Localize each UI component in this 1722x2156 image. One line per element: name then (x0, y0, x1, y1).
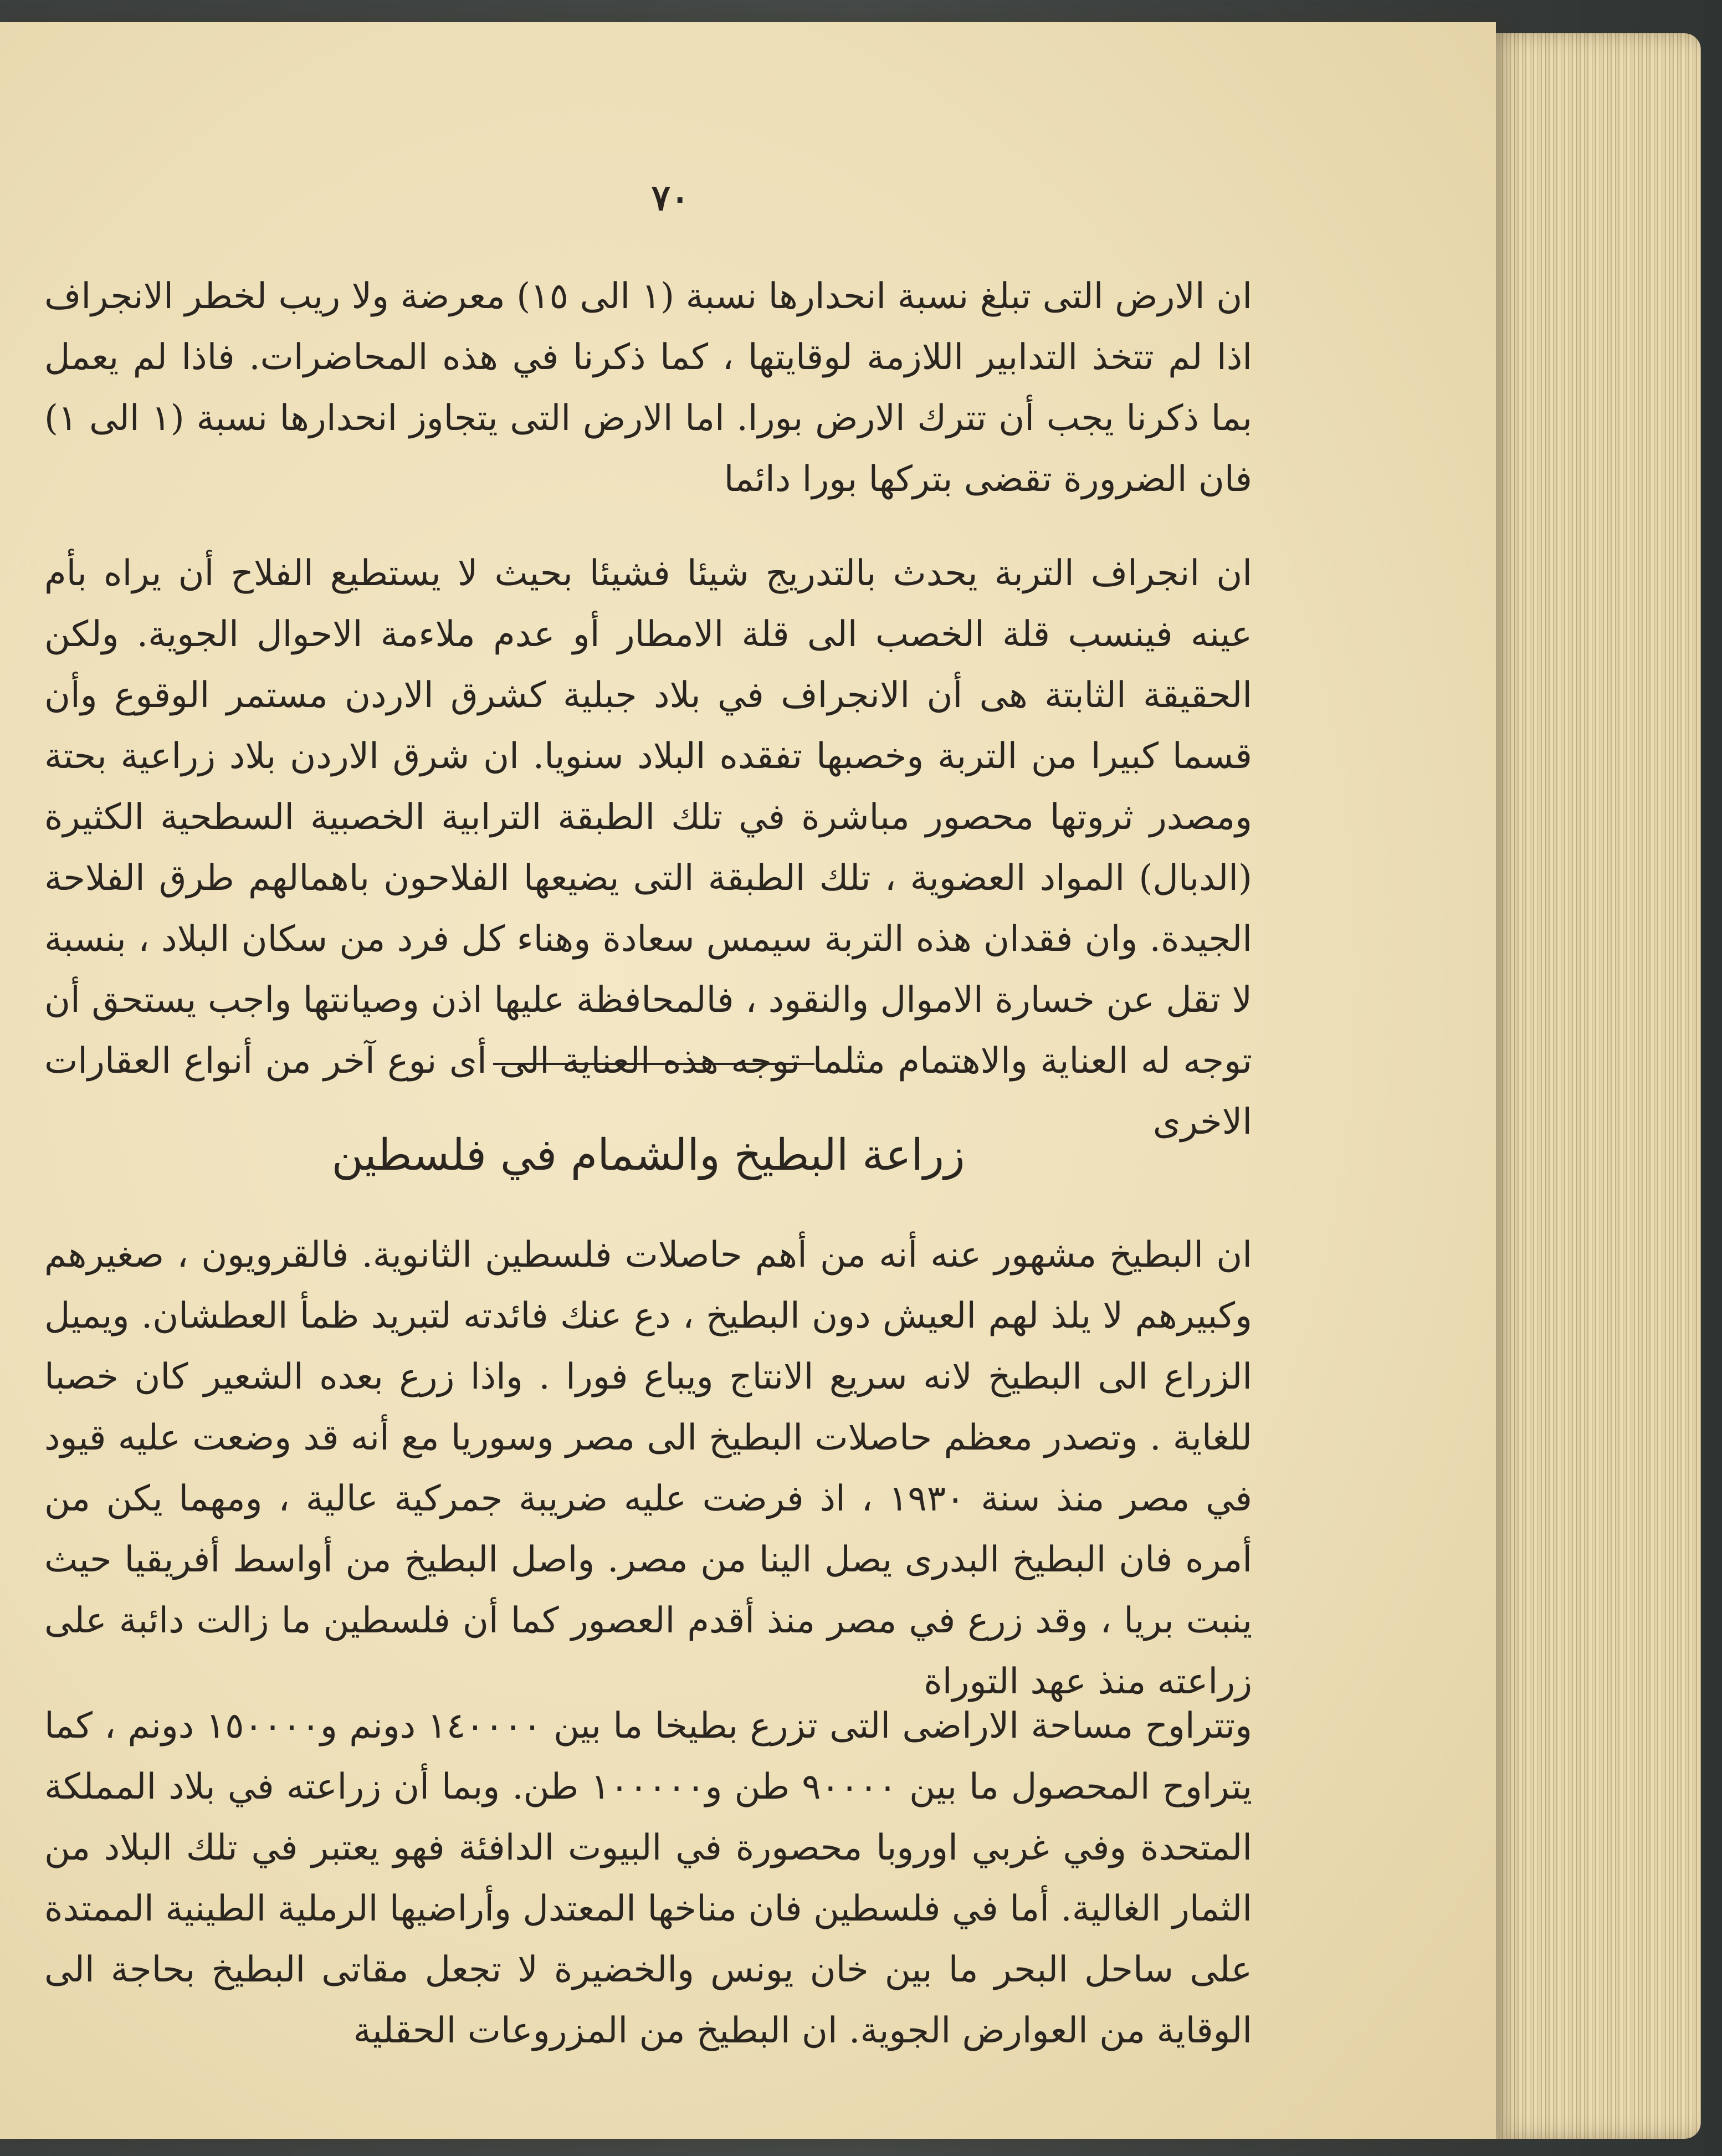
paragraph-text: ان الارض التى تبلغ نسبة انحدارها نسبة (١ الى ١٥) معرضة ولا ريب لخطر الانجراف اذا لم تتخذ التدابير اللازمة لوقايتها ، كما ذكرنا في هذه المحاضرات. فاذا لم يعمل بما ذكرنا يجب أن تترك الارض بورا. اما الارض التى يتجاوز انحدارها نسبة (١ الى ١) فان الضرورة تقضى بتركها بورا دائما (44, 276, 1253, 500)
paragraph (44, 543, 1252, 1153)
book-page (0, 22, 1496, 2139)
paragraph-text: وتتراوح مساحة الاراضى التى تزرع بطيخا ما بين ١٤٠٠٠٠ دونم و١٥٠٠٠٠ دونم ، كما يتراوح المحصول ما بين ٩٠٠٠٠ طن و١٠٠٠٠٠ طن. وبما أن زراعته في بلاد المملكة المتحدة وفي غربي اوروبا محصورة في البيوت الدافئة فهو يعتبر في تلك البلاد من الثمار الغالية. أما في فلسطين فان مناخها المعتدل وأراضيها الرملية الطينية الممتدة على ساحل البحر ما بين خان يونس والخضيرة لا تجعل مقاتى البطيخ بحاجة الى الوقاية من العوارض الجوية. ان البطيخ من المزروعات الحقلية (44, 1706, 1253, 2051)
paragraph-text: ان انجراف التربة يحدث بالتدريج شيئا فشيئا بحيث لا يستطيع الفلاح أن يراه بأم عينه فينسب قلة الخصب الى قلة الامطار أو عدم ملاءمة الاحوال الجوية. ولكن الحقيقة الثابتة هى أن الانجراف في بلاد جبلية كشرق الاردن مستمر الوقوع وأن قسما كبيرا من التربة وخصبها تفقده البلاد سنويا. ان شرق الاردن بلاد زراعية بحتة ومصدر ثروتها محصور مباشرة في تلك الطبقة الترابية الخصبية السطحية الكثيرة (الدبال) المواد العضوية ، تلك الطبقة التى يضيعها الفلاحون باهمالهم طرق الفلاحة الجيدة. وان فقدان هذه التربة سيمس سعادة وهناء كل فرد من سكان البلاد ، بنسبة لا تقل عن خسارة الاموال والنقود ، فالمحافظة عليها اذن وصيانتها واجب يستحق أن توجه له العناية والاهتمام مثلما توجه هذه العناية الى أى نوع آخر من أنواع العقارات الاخرى (44, 553, 1252, 1143)
paragraph-text: ان البطيخ مشهور عنه أنه من أهم حاصلات فلسطين الثانوية. فالقرويون ، صغيرهم وكبيرهم لا يلذ لهم العيش دون البطيخ ، دع عنك فائدته لتبريد ظمأ العطشان. ويميل الزراع الى البطيخ لانه سريع الانتاج ويباع فورا . واذا زرع بعده الشعير كان خصبا للغاية . وتصدر معظم حاصلات البطيخ الى مصر وسوريا مع أنه قد وضعت عليه قيود في مصر منذ سنة ١٩٣٠ ، اذ فرضت عليه ضريبة جمركية عالية ، ومهما يكن من أمره فان البطيخ البدرى يصل الينا من مصر. واصل البطيخ من أواسط أفريقيا حيث ينبت بريا ، وقد زرع في مصر منذ أقدم العصور كما أن فلسطين ما زالت دائبة على زراعته منذ عهد التوراة (44, 1235, 1253, 1702)
page-number: ٧٠ (651, 177, 690, 219)
paragraph (44, 1696, 1252, 2061)
paragraph (44, 266, 1252, 510)
page-edges (1468, 33, 1701, 2139)
paragraph (44, 1225, 1252, 1712)
section-heading: زراعة البطيخ والشمام في فلسطين (331, 1130, 965, 1180)
section-divider (493, 1063, 814, 1065)
